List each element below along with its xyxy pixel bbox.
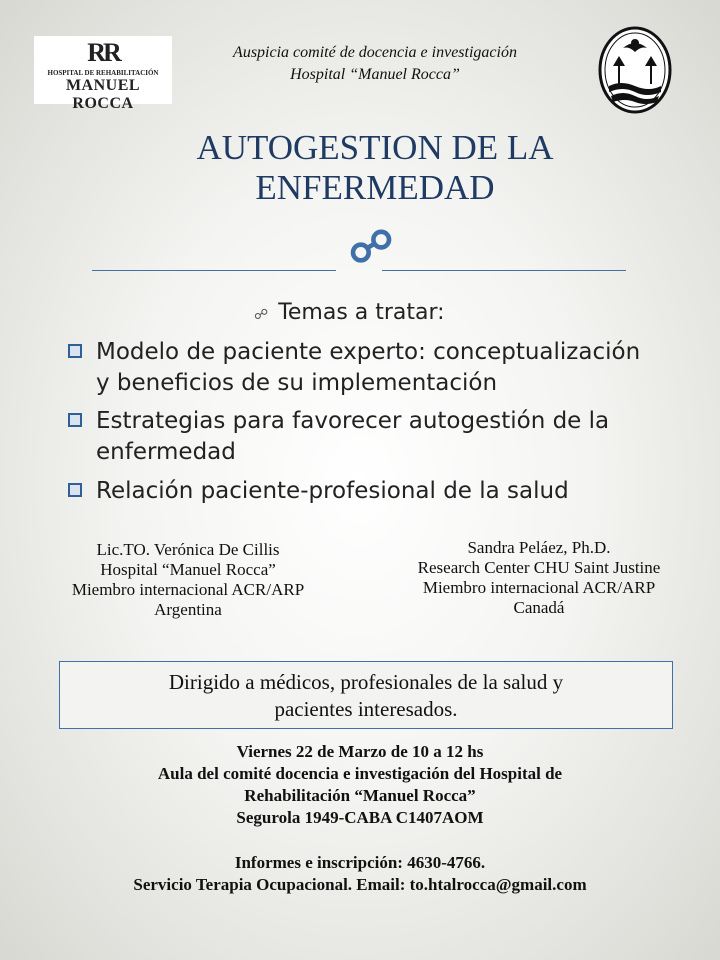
event-address: Segurola 1949-CABA C1407AOM [236,808,484,827]
speaker-membership: Miembro internacional ACR/ARP [422,578,656,597]
flourish-icon: ☍ [348,222,394,273]
flourish-bullet-icon: ☍ [254,307,269,323]
speaker-country: Canadá [513,598,565,617]
topics-header [254,299,554,329]
audience-line-1: Dirigido a médicos, profesionales de la salud y [168,670,564,694]
topic-line: Relación paciente-profesional de la salud [96,478,569,504]
divider-right [382,270,626,271]
sponsor-line-1: Auspicia comité de docencia e investigación [233,44,517,61]
title-line-1: AUTOGESTION DE LA [196,128,554,167]
contact-phone: Informes e inscripción: 4630-4766. [234,853,486,872]
audience-box [59,661,673,729]
speaker-membership: Miembro internacional ACR/ARP [71,580,305,599]
event-date: Viernes 22 de Marzo de 10 a 12 hs [236,742,484,761]
sponsor-line-2: Hospital “Manuel Rocca” [290,66,460,83]
contact-email: Servicio Terapia Ocupacional. Email: to.htalrocca@gmail.com [133,875,587,894]
list-item [68,337,688,399]
speaker-right [380,538,698,618]
sponsor-text [180,42,570,86]
event-place-line-1: Aula del comité docencia e investigación del Hospital de [157,764,563,783]
topics-header-label: Temas a tratar: [278,300,445,325]
event-place-line-2: Rehabilitación “Manuel Rocca” [244,786,476,805]
speaker-org: Research Center CHU Saint Justine [417,558,661,577]
logo-name: MANUEL ROCCA [65,77,141,112]
speaker-name: Lic.TO. Verónica De Cillis [96,540,280,559]
speaker-country: Argentina [154,600,222,619]
hospital-logo [34,36,172,112]
event-details [60,741,660,829]
checkbox-bullet-icon [68,413,82,427]
audience-line-2: pacientes interesados. [274,697,458,721]
logo-monogram: RR [87,38,119,67]
title-line-2: ENFERMEDAD [255,168,495,207]
topic-line: Modelo de paciente experto: conceptualización [96,339,641,365]
checkbox-bullet-icon [68,483,82,497]
page-title [100,128,650,208]
topic-line: enfermedad [96,439,236,465]
topic-line: y beneficios de su implementación [96,370,498,396]
topic-line: Estrategias para favorecer autogestión de la [96,408,610,434]
speaker-org: Hospital “Manuel Rocca” [100,560,276,579]
list-item [68,476,688,507]
city-seal-logo [597,26,673,116]
speaker-name: Sandra Peláez, Ph.D. [467,538,611,557]
checkbox-bullet-icon [68,344,82,358]
logo-subtitle: HOSPITAL DE REHABILITACIÓN [47,69,159,77]
contact-details [60,852,660,896]
divider-left [92,270,336,271]
speaker-left [30,540,346,620]
list-item [68,406,688,468]
